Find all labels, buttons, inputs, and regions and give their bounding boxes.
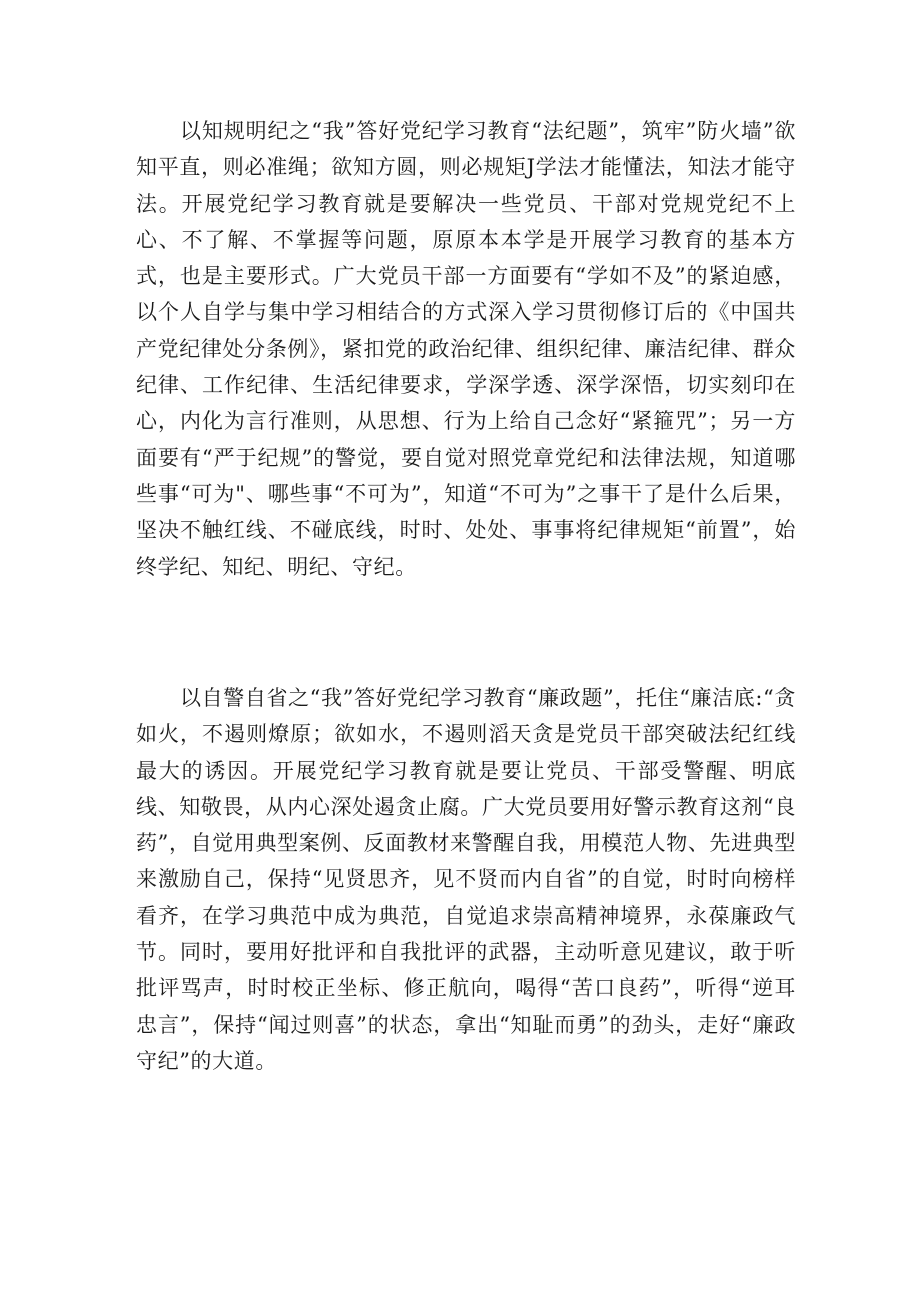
paragraph-clean-governance: 以自警自省之“我”答好党纪学习教育“廉政题”，托住“廉洁底:“贪如火，不遏则燎原；欲如水，不遏则滔天贪是党员干部突破法纪红线最大的诱因。开展党纪学习教育就是要让党员、干部受警醒、明底线、知敬畏，从内心深处遏贪止腐。广大党员要用好警示教育这剂“良药”，自觉用典型案例、反面教材来警醒自我，用模范人物、先进典型来激励自己，保持“见贤思齐，见不贤而内自省”的自觉，时时向榜样看齐，在学习典范中成为典范，自觉追求崇高精神境界，永葆廉政气节。同时，要用好批评和自我批评的武器，主动听意见建议，敢于听批评骂声，时时校正坐标、修正航向，喝得“苦口良药”，听得“逆耳忠言”，保持“闻过则喜”的状态，拿出“知耻而勇”的劲头，走好“廉政守纪”的大道。 (136, 686, 796, 1073)
paragraph-discipline-law: 以知规明纪之“我”答好党纪学习教育“法纪题”，筑牢”防火墙”欲知平直，则必准绳；欲知方圆，则必规矩J学法才能懂法，知法才能守法。开展党纪学习教育就是要解决一些党员、干部对党规党纪不上心、不了解、不掌握等问题，原原本本学是开展学习教育的基本方式，也是主要形式。广大党员干部一方面要有“学如不及”的紧迫感，以个人自学与集中学习相结合的方式深入学习贯彻修订后的《中国共产党纪律处分条例》，紧扣党的政治纪律、组织纪律、廉洁纪律、群众纪律、工作纪律、生活纪律要求，学深学透、深学深悟，切实刻印在心，内化为言行准则，从思想、行为上给自己念好“紧箍咒”；另一方面要有“严于纪规”的警觉，要自觉对照党章党纪和法律法规，知道哪些事“可为"、哪些事“不可为”，知道“不可为”之事干了是什么后果，坚决不触红线、不碰底线，时时、处处、事事将纪律规矩“前置”，始终学纪、知纪、明纪、守纪。 (136, 119, 796, 579)
